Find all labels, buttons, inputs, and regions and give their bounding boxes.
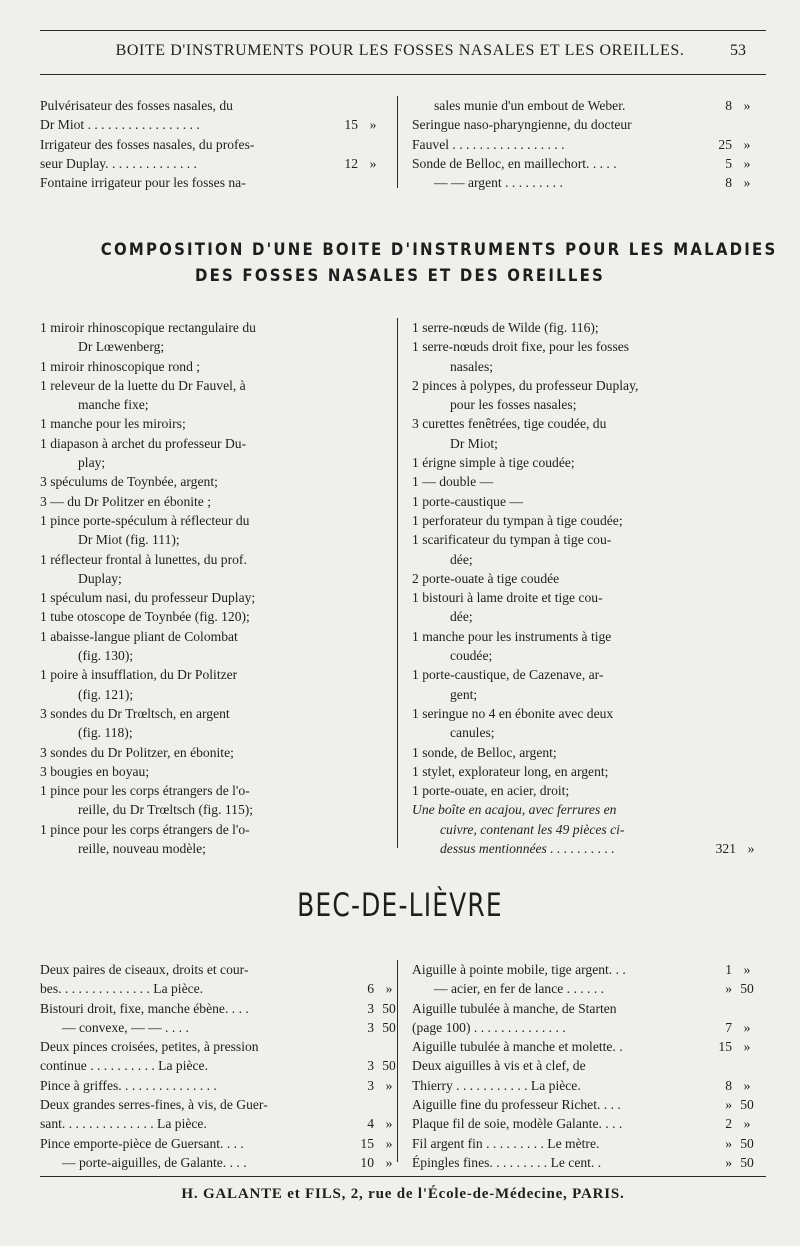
entry-price [706,1134,762,1153]
composition-title-line-2: DES FOSSES NASALES ET DES OREILLES [195,266,605,286]
entry-text-line: Bistouri droit, fixe, manche ébène. . . . [40,1000,249,1016]
composition-item [40,607,380,626]
composition-item-line: 1 serre-nœuds de Wilde (fig. 116); [412,320,599,335]
entry-text-line: seur Duplay. . . . . . . . . . . . . . [40,155,197,171]
price-cents: » [385,1077,393,1093]
price-entry [412,154,751,173]
composition-item-line: coudée; [450,648,493,664]
price-entry [40,1037,396,1076]
price-cents: 50 [382,1019,396,1035]
composition-item [412,781,696,800]
composition-total-price [710,839,766,858]
composition-item-line: 1 pince porte-spéculum à réflecteur du [40,512,250,528]
price-main: » [725,981,732,997]
entry-text-line: sant. . . . . . . . . . . . . . La pièce. [40,1116,207,1132]
composition-item-line: manche fixe; [78,397,149,413]
entry-price [348,1076,404,1095]
composition-item-line: gent; [450,686,478,702]
composition-item-line: 1 serre-nœuds droit fixe, pour les fosses [412,339,630,355]
price-entry [412,1114,751,1133]
entry-price [706,960,762,979]
price-main: 15 [344,117,358,133]
composition-item-line: 1 pince pour les corps étrangers de l'o- [40,821,250,837]
price-entry [40,96,377,135]
entry-price [348,1114,404,1133]
price-main: 3 [367,1058,374,1074]
price-entry [412,173,751,192]
composition-item [412,569,696,588]
price-cents: 50 [740,1135,754,1151]
entry-text-line: Fauvel . . . . . . . . . . . . . . . . . [412,136,565,152]
price-entry [40,1153,393,1172]
composition-item-line: 2 porte-ouate à tige coudée [412,570,560,586]
composition-item [412,472,696,491]
composition-item [40,550,380,589]
composition-item [412,453,696,472]
composition-item [40,492,380,511]
price-cents: » [743,98,751,113]
price-main: 8 [725,175,732,191]
composition-item [40,318,380,357]
price-main: 8 [725,1077,732,1093]
composition-item-line: 1 érigne simple à tige coudée; [412,455,575,471]
price-main: » [725,1154,732,1170]
footer-address: H. GALANTE et FILS, 2, rue de l'École-de-Médecine, PARIS. [181,1186,625,1202]
price-entry [40,999,396,1018]
composition-item-line: 3 bougies en boyau; [40,763,150,779]
composition-right-list [412,318,755,858]
price-cents: » [747,841,755,857]
composition-item [412,530,696,569]
composition-item-line: 1 réflecteur frontal à lunettes, du prof. [40,551,247,567]
price-cents: » [369,117,377,133]
composition-item [40,665,380,704]
composition-item-line: 1 manche pour les instruments à tige [412,628,612,644]
composition-item-line: Dr Miot; [450,435,498,451]
entry-price [706,1018,762,1037]
price-main: 3 [367,1077,374,1093]
composition-item-line: 3 sondes du Dr Trœltsch, en argent [40,705,230,721]
price-main: 12 [344,155,358,171]
price-cents: » [743,1019,751,1035]
composition-item-line: 1 spéculum nasi, du professeur Duplay; [40,590,256,606]
price-main: 2 [725,1116,732,1132]
composition-item-line: 1 poire à insufflation, du Dr Politzer [40,667,238,683]
entry-price [706,1095,762,1114]
composition-item-line: (fig. 130); [78,648,134,664]
entry-text-line: Fil argent fin . . . . . . . . . Le mètre. [412,1135,600,1151]
composition-item [40,762,380,781]
entry-price [706,979,762,998]
entry-price [348,1153,404,1172]
header-bottom-rule [40,74,766,75]
price-main: 7 [725,1019,732,1035]
composition-item [40,434,380,473]
entry-price [332,115,388,134]
entry-text-line: Pince emporte-pièce de Guersant. . . . [40,1135,244,1151]
price-main: » [725,1135,732,1151]
entry-price [706,1076,762,1095]
price-main: » [725,1097,732,1113]
price-cents: » [369,155,377,171]
top-left-price-list [40,96,377,192]
entry-text-line: — porte-aiguilles, de Galante. . . . [62,1154,247,1170]
composition-item [40,743,380,762]
price-entry [40,173,302,192]
composition-item [412,318,696,337]
entry-text-line: — acier, en fer de lance . . . . . . [434,981,605,997]
price-main: 15 [360,1135,374,1151]
price-main: 3 [367,1000,374,1016]
price-cents: » [743,136,751,152]
entry-price [706,1114,762,1133]
entry-text-line: Irrigateur des fosses nasales, du profes- [40,136,255,152]
composition-item-line: 1 bistouri à lame droite et tige cou- [412,590,603,606]
price-cents: 50 [740,981,754,997]
entry-text-line: Plaque fil de soie, modèle Galante. . . . [412,1116,623,1132]
composition-item-line: 1 releveur de la luette du Dr Fauvel, à [40,377,246,393]
composition-item-line: 1 abaisse-langue pliant de Colombat [40,628,238,644]
price-cents: 50 [382,1058,396,1074]
composition-item-line: 1 diapason à archet du professeur Du- [40,435,247,451]
composition-item-line: 1 porte-ouate, en acier, droit; [412,783,570,799]
price-entry [412,1095,754,1114]
composition-item [40,357,380,376]
price-main: 1 [725,962,732,977]
composition-item-line: 1 seringue no 4 en ébonite avec deux [412,705,614,721]
composition-left-list [40,318,380,858]
composition-item-line: 2 pinces à polypes, du professeur Duplay, [412,377,639,393]
entry-price [706,1037,762,1056]
price-main: 6 [367,981,374,997]
composition-item-line: reille, du Dr Trœltsch (fig. 115); [78,802,254,818]
composition-item-line: (fig. 118); [78,725,133,741]
composition-total [412,800,755,858]
composition-item-line: Dr Miot (fig. 111); [78,532,180,548]
price-entry [40,1076,393,1095]
price-cents: » [743,1039,751,1055]
composition-title-line-1: COMPOSITION D'UNE BOITE D'INSTRUMENTS POUR LES MALADIES [100,240,778,260]
composition-item-line: (fig. 121); [78,686,134,702]
entry-price [348,1018,404,1037]
composition-total-line: dessus mentionnées . . . . . . . . . . [440,841,615,857]
price-cents: » [385,1116,393,1132]
entry-text-line: sales munie d'un embout de Weber. [434,98,626,113]
header-top-rule [40,30,766,31]
composition-item [40,781,380,820]
entry-text-line: Aiguille tubulée à manche et molette. . [412,1039,623,1055]
bec-column-divider [397,960,398,1162]
price-entry [412,960,751,979]
composition-item-line: 3 spéculums de Toynbée, argent; [40,474,218,490]
composition-item [412,762,696,781]
entry-text-line: — convexe, — — . . . . [62,1019,189,1035]
composition-item-line: play; [78,455,106,471]
entry-price [332,154,388,173]
composition-item-line: 1 — double — [412,474,494,490]
entry-text-line: continue . . . . . . . . . . La pièce. [40,1058,208,1074]
composition-item-line: 3 sondes du Dr Politzer, en ébonite; [40,744,234,760]
price-main: 15 [718,1039,732,1055]
composition-item-line: Dr Lœwenberg; [78,339,165,355]
price-main: 10 [360,1154,374,1170]
entry-price [706,135,762,154]
composition-item [412,337,696,376]
entry-text-line: Épingles fines. . . . . . . . . Le cent. . [412,1154,602,1170]
composition-total-line: Une boîte en acajou, avec ferrures en [412,802,617,818]
entry-price [706,173,762,192]
price-entry [412,999,751,1038]
price-cents: 50 [740,1154,754,1170]
price-main: 8 [725,98,732,113]
entry-text-line: Pince à griffes. . . . . . . . . . . . . . . [40,1077,217,1093]
price-entry [412,979,754,998]
composition-item [412,492,696,511]
price-main: 4 [367,1116,374,1132]
composition-item [412,414,696,453]
composition-item-line: 1 sonde, de Belloc, argent; [412,744,557,760]
entry-text-line: Deux paires de ciseaux, droits et cour- [40,962,249,977]
composition-column-divider [397,318,398,848]
bec-right-price-list [412,960,754,1172]
price-entry [412,1134,754,1153]
price-entry [412,1037,751,1056]
entry-price [348,1056,404,1075]
page-header-title: BOITE D'INSTRUMENTS POUR LES FOSSES NASALES ET LES OREILLES. [115,42,685,59]
composition-total-line: cuivre, contenant les 49 pièces ci- [440,821,625,837]
entry-text-line: Aiguille tubulée à manche, de Starten [412,1000,617,1016]
composition-item [40,376,380,415]
composition-item-line: 1 stylet, explorateur long, en argent; [412,763,609,779]
price-cents: » [743,962,751,977]
price-cents: » [743,1077,751,1093]
composition-item-line: 1 porte-caustique, de Cazenave, ar- [412,667,604,683]
bec-de-lievre-title: BEC-DE-LIÈVRE [297,886,503,924]
price-cents: » [385,1154,393,1170]
price-cents: 50 [382,1000,396,1016]
footer-rule [40,1176,766,1177]
entry-text-line: Dr Miot . . . . . . . . . . . . . . . . . [40,117,200,133]
entry-text-line: (page 100) . . . . . . . . . . . . . . [412,1019,566,1035]
composition-item-line: 3 curettes fenêtrées, tige coudée, du [412,416,607,432]
composition-item [412,376,696,415]
composition-item-line: dée; [450,609,473,625]
composition-item [40,704,380,743]
entry-text-line: bes. . . . . . . . . . . . . . La pièce. [40,981,204,997]
composition-item-line: 1 miroir rhinoscopique rectangulaire du [40,320,256,335]
composition-item-line: 1 miroir rhinoscopique rond ; [40,358,201,374]
entry-text-line: Aiguille à pointe mobile, tige argent. . . [412,962,626,977]
price-entry [40,135,377,174]
entry-text-line: Aiguille fine du professeur Richet. . . . [412,1097,621,1113]
composition-item-line: 1 pince pour les corps étrangers de l'o- [40,783,250,799]
entry-text-line: Deux pinces croisées, petites, à pression [40,1039,259,1055]
composition-item [40,472,380,491]
price-main: 321 [715,841,736,857]
price-main: 25 [718,136,732,152]
price-entry [40,1134,393,1153]
composition-item-line: canules; [450,725,495,741]
composition-item [40,511,380,550]
composition-item [412,511,696,530]
composition-item-line: nasales; [450,358,494,374]
entry-text-line: — — argent . . . . . . . . . [434,175,563,191]
price-entry [412,1056,751,1095]
composition-item-line: 1 tube otoscope de Toynbée (fig. 120); [40,609,250,625]
composition-item-line: 1 perforateur du tympan à tige coudée; [412,512,623,528]
entry-price [706,1153,762,1172]
entry-price [706,96,762,115]
composition-item [40,588,380,607]
entry-text-line: Deux grandes serres-fines, à vis, de Guer- [40,1097,268,1113]
composition-item-line: 3 — du Dr Politzer en ébonite ; [40,493,212,509]
price-entry [412,115,751,154]
top-right-price-list [412,96,751,192]
composition-item-line: Duplay; [78,570,122,586]
price-entry [40,1095,393,1134]
price-main: 5 [725,155,732,171]
page-number: 53 [730,42,746,59]
composition-item-line: 1 scarificateur du tympan à tige cou- [412,532,612,548]
composition-item [412,627,696,666]
top-column-divider [397,96,398,188]
price-main: 3 [367,1019,374,1035]
entry-price [706,154,762,173]
composition-item-line: 1 manche pour les miroirs; [40,416,186,432]
entry-text-line: Sonde de Belloc, en maillechort. . . . . [412,155,617,171]
composition-item [412,665,696,704]
price-entry [40,960,393,999]
composition-item-line: reille, nouveau modèle; [78,841,206,857]
entry-text-line: Pulvérisateur des fosses nasales, du [40,98,233,113]
price-entry [40,1018,396,1037]
composition-item [40,820,380,859]
entry-text-line: Deux aiguilles à vis et à clef, de [412,1058,586,1074]
entry-price [348,1134,404,1153]
bec-left-price-list [40,960,396,1172]
price-cents: » [743,1116,751,1132]
entry-price [348,979,404,998]
price-entry [412,1153,754,1172]
price-cents: » [385,1135,393,1151]
entry-text-line: Fontaine irrigateur pour les fosses na- [40,175,246,191]
price-cents: » [743,155,751,171]
entry-text-line: Thierry . . . . . . . . . . . La pièce. [412,1077,581,1093]
entry-text-line: Seringue naso-pharyngienne, du docteur [412,117,632,133]
composition-item-line: pour les fosses nasales; [450,397,577,413]
composition-item-line: 1 porte-caustique — [412,493,523,509]
composition-item [40,627,380,666]
price-cents: » [743,175,751,191]
price-cents: » [385,981,393,997]
composition-item [40,414,380,433]
composition-item-line: dée; [450,551,473,567]
composition-item [412,704,696,743]
entry-price [348,999,404,1018]
price-entry [412,96,751,115]
price-cents: 50 [740,1097,754,1113]
composition-item [412,588,696,627]
composition-item [412,743,696,762]
